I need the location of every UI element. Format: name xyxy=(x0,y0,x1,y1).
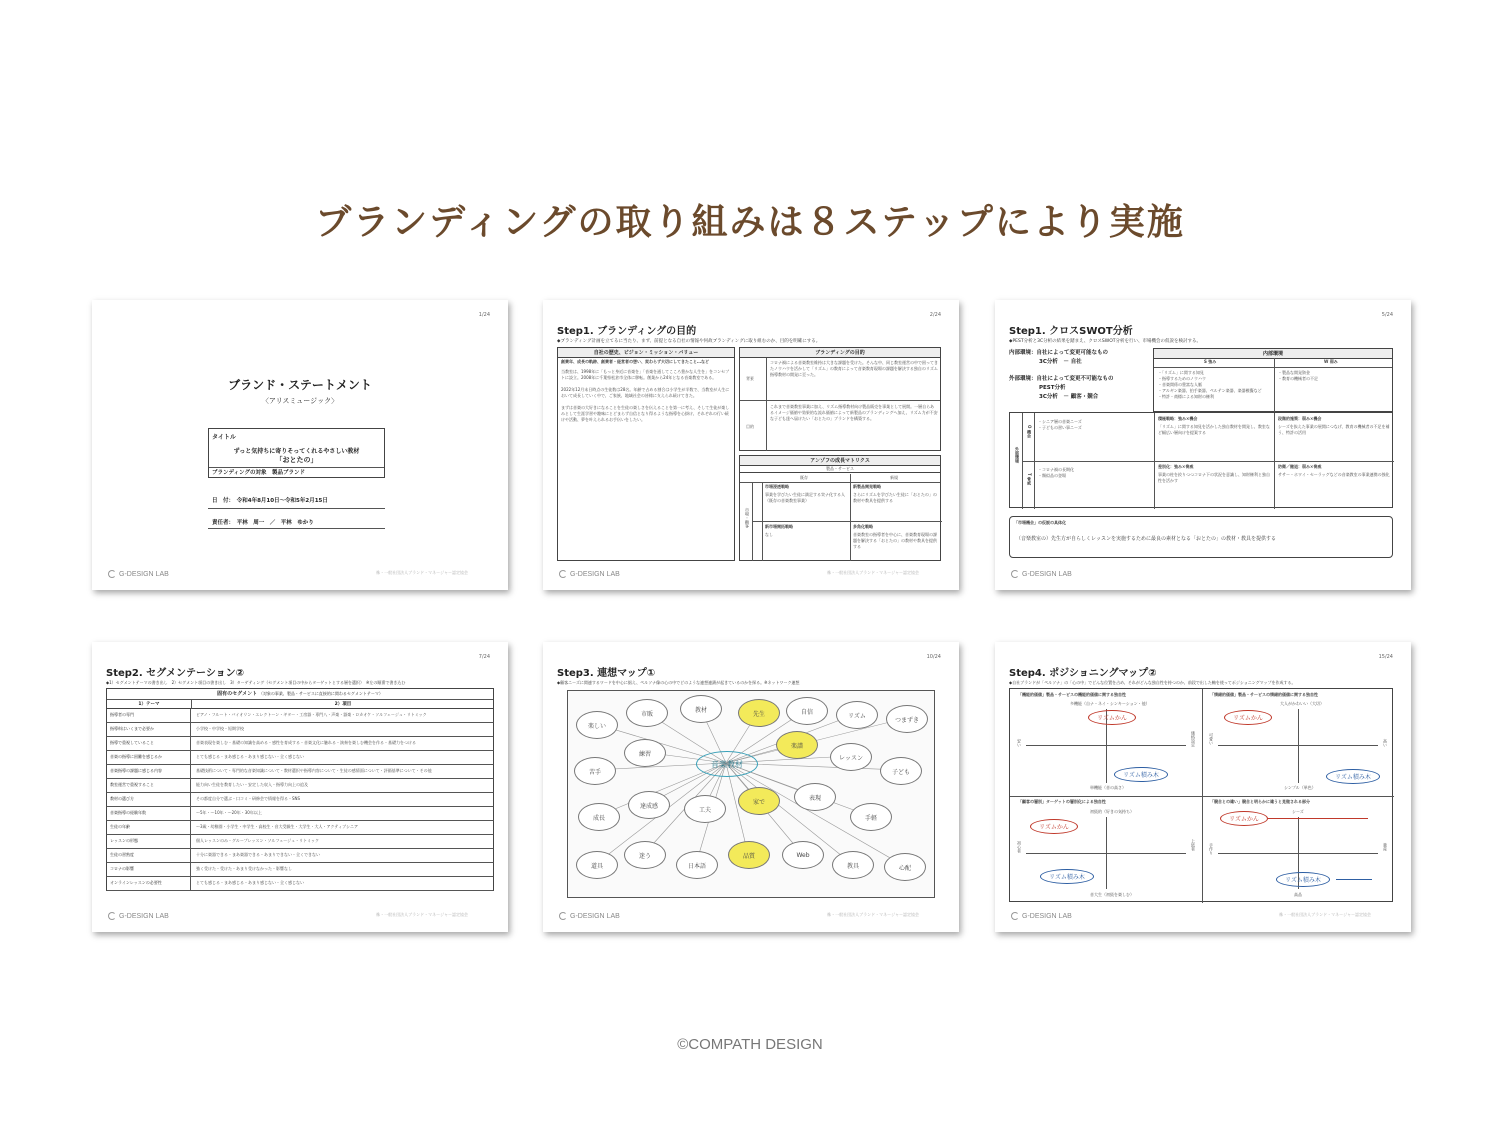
segment-items: ～3歳・幼稚園・小学生・中学生・高校生・音大受験生・大学生・大人・アクティブシニア xyxy=(196,824,358,830)
branding-target: ブランディングの対象 製品ブランド xyxy=(212,470,305,476)
footer-note: 株・一般社団法人ブランド・マネージャー認定協会 xyxy=(376,912,468,917)
footer-note: 株・一般社団法人ブランド・マネージャー認定協会 xyxy=(376,570,468,575)
table-row xyxy=(106,751,494,765)
segment-items: ～5年・～10年・～20年・30年以上 xyxy=(196,810,262,816)
slide-heading: Step3. 連想マップ① xyxy=(557,668,656,679)
association-word: 楽譜 xyxy=(776,731,818,759)
table-row xyxy=(106,807,494,821)
logo-icon xyxy=(1011,912,1019,920)
association-word: 表現 xyxy=(794,783,836,811)
page-number: 10/24 xyxy=(926,654,941,660)
date-line: 日 付： 令和4年8月10日～令和5年2月15日 xyxy=(212,498,328,504)
segment-theme: レッスンの形態 xyxy=(107,835,191,848)
segment-theme: 音楽の指導に困難を感じるか xyxy=(107,751,191,764)
page-number: 1/24 xyxy=(478,312,490,318)
slide-heading: Step2. セグメンテーション② xyxy=(106,668,245,679)
table-row xyxy=(106,877,494,891)
segment-items: 基礎技術について・専門的な音楽知識について・教材選択や指導内容について・生徒の感情面について・評価基準について・その他 xyxy=(196,768,432,774)
association-word: 工夫 xyxy=(684,795,726,823)
page-number: 5/24 xyxy=(1381,312,1393,318)
table-row xyxy=(106,793,494,807)
slide-subheading: ◆顧客ニーズに関連するワードを中心に据え、ペルソナ像の心の中でどのような連想連鎖が起きているのかを探る。※ネットワーク連想 xyxy=(557,680,800,685)
slide-heading: ブランド・ステートメント xyxy=(228,378,372,392)
segment-theme: 音楽指導の経験年数 xyxy=(107,807,191,820)
association-word: 迷う xyxy=(624,841,666,869)
slide-subheading: ◆PEST分析と3C分析の結果を踏まえ、クロスSWOT分析を行い、市場機会の仮説を検討する。 xyxy=(1009,339,1201,344)
page-number: 2/24 xyxy=(929,312,941,318)
segment-items: 音楽表現を楽しむ・基礎の知識を高める・感性を育成する・音楽文化に触れる・演奏を楽しむ機会を作る・基礎力をつける xyxy=(196,740,416,746)
association-word: 市販 xyxy=(626,699,668,727)
logo-icon xyxy=(108,912,116,920)
slide-branding-purpose[interactable] xyxy=(543,300,959,590)
segment-items: 強く受けた・受けた・あまり受けなかった・影響なし xyxy=(196,866,292,872)
logo: G-DESIGN LAB xyxy=(559,912,620,920)
mind-map xyxy=(567,690,935,898)
association-word: 練習 xyxy=(624,739,666,767)
segment-table-header: 固有のセグメント （対象の事業、製品・サービスに直接的に関わるセグメントテーマ） 1）テーマ 2）項目 xyxy=(106,688,494,709)
segment-theme: 生徒の習熟度 xyxy=(107,849,191,862)
slide-subheading: ◆ブランディング計画を立てるに当たり、まず、前提となる自社の情報や何故ブランディングに取り組むのか、目的を明確にする。 xyxy=(557,339,821,344)
slide-subheading: ◆1）セグメントテーマの書き出し 2）セグメント項目の書き出し 3）ターゲティング（セグメント項目の中からターゲットとする層を選択） ※左の順番で書き込む xyxy=(106,680,406,685)
segment-theme: 指導で重視していること xyxy=(107,737,191,750)
company-history-box: 自社の歴史、ビジョン・ミッション・バリュー 創業年、成長の軌跡、創業者・経営者の想い、変わらず大切にしてきたこと…など 当教室は、1998年に「もっと身近に音楽を」「音楽を通してこころ豊かな人生を」をコンセプトに設立。2008年に千葉県松倉市全体に移転。創業から24年となる音楽教室である。 2022年12月末日時点の生徒数は28名。年齢で占める割合は小学生が半数で、当教室が人生において成長していく中で、ご家族、地域社会の皆様に支えられ続けてきた。 まずは音楽の大好きになることを生徒の楽しさを伝えることを第一に考え、そして生徒が楽しみとして生涯学習や趣味にとどまらず自信となり得るような指導を心掛け、それぞれの行い続けや活動、夢を叶えられるお手伝いをしたい。 xyxy=(557,347,735,561)
association-word: 家で xyxy=(738,787,780,815)
ansoff-matrix: アンゾフの成長マトリクス 製品・サービス 既存 新規 市場・顧客 市場浸透戦略 事業を学びたい生徒に満足する実ナ化する人（既存の音楽教室事業） 新製品開発戦略 さらにリズムを学びたい生徒に「おとたの」の教材や教具を提供する 新市場開拓戦略 なし 多角化戦略 音楽教室の指導者を中心に、音楽教育現場の課題を解決する「おとたの」の教材や教具を提供する xyxy=(739,455,941,561)
page-title: ブランディングの取り組みは８ステップにより実施 xyxy=(315,202,1185,243)
segment-theme: 指導料はいくまで必要か xyxy=(107,723,191,736)
segment-items: 能力向い生徒を教育したい・安定した収入・指導力向上の追及 xyxy=(196,782,308,788)
segment-theme: 指導者の専門 xyxy=(107,709,191,722)
segment-items: 個人レッスンのみ・グループレッスン・ソルフェージュ・リトミック xyxy=(196,838,319,844)
company-history-header: 自社の歴史、ビジョン・ミッション・バリュー xyxy=(558,348,734,358)
segment-items: とても感じる・まあ感じる・あまり感じない・全く感じない xyxy=(196,754,304,760)
segment-theme: オンラインレッスンの必要性 xyxy=(107,877,191,890)
table-row xyxy=(106,821,494,835)
slide-cross-swot[interactable]: 5/24 Step1. クロスSWOT分析 ◆PEST分析と3C分析の結果を踏まえ、クロスSWOT分析を行い、市場機会の仮説を検討する。 内部環境：自社によって変更可能なもの 3C分析 － 自社 外部環境：自社によって変更不可能なもの PEST分析 3C分析 － 顧客・競合 内部環境 S 強み W 弱み ・「リズム」に関する知見 ・指導するためのノウハウ ・音楽関係の豊富な人脈 ・アルギン楽器、拍手楽器、ペルテン楽器、楽器模擬など ・特許・商標による知財の権利 ・製品な開発資金 ・教育の機械者の不足 外部環境 O 機会 T 脅威 ・シニア層の音楽ニーズ ・子どもの習い事ニーズ ・コロナ禍の長期化 ・類似品の登場 積極戦略：強み×機会 「リズム」に関する知見を活かした独自教材を開発し、教室など幅広い層向けを提案する 段階的施策：弱み×機会 シーズを抜えた事業の展開につなげ、教育の機械者の不足を補う、特許の活用 差別化：強み×脅威 事業の柱を絞りつつコロナ下の状況を意識し、知財権利と独自性を活かす 防衛／撤退：弱み×脅威 ササー・ホワイ・セーラッグなどの音楽教室の事業連携の強化 「市場機会」の仮説の具体化 （音楽教室の）先生方が自らしくレッスンを実施するために最良の素材となる「おとたの」の教材・教具を提供する G-DESIGN LAB xyxy=(995,300,1411,590)
association-word: レッスン xyxy=(830,743,872,771)
segment-theme: コロナの影響 xyxy=(107,863,191,876)
slide-heading: Step4. ポジショニングマップ② xyxy=(1009,668,1157,679)
slide-heading: Step1. クロスSWOT分析 xyxy=(1009,326,1133,337)
association-word: Web xyxy=(782,841,824,869)
segment-theme: 音楽指導の課題に感じる内容 xyxy=(107,765,191,778)
association-word: 子ども xyxy=(880,757,922,785)
competitor-tag: リズム積み木 xyxy=(1326,769,1380,784)
competitor-tag: リズム積み木 xyxy=(1276,872,1330,887)
logo: G-DESIGN LAB xyxy=(1011,912,1072,920)
segment-items: 小学校・中学校・短期学校 xyxy=(196,726,244,732)
title-box xyxy=(208,428,385,478)
table-row xyxy=(106,709,494,723)
market-hypothesis-box: 「市場機会」の仮説の具体化 （音楽教室の）先生方が自らしくレッスンを実施するために最良の素材となる「おとたの」の教材・教具を提供する xyxy=(1009,516,1393,558)
logo-icon xyxy=(108,570,116,578)
segment-items: とても感じる・まあ感じる・あまり感じない・全く感じない xyxy=(196,880,304,886)
table-row xyxy=(106,849,494,863)
brand-tag: リズムかん xyxy=(1220,811,1268,826)
logo-icon xyxy=(559,570,567,578)
table-row xyxy=(106,765,494,779)
logo: G-DESIGN LAB xyxy=(559,570,620,578)
association-word: リズム xyxy=(836,701,878,729)
page-number: 7/24 xyxy=(478,654,490,660)
title-line-2: 「おとたの」 xyxy=(275,456,318,464)
logo: G-DESIGN LAB xyxy=(108,912,169,920)
purpose-box: ブランディングの目的 背景 コロナ禍による音楽教室維持は大きな課題を受けた。そんな中、同じ教室運営の中で困ってきたノウハウを活かして「リズム」の教育によって音楽教育現場の課題を解決する独自のリズム指導教材の開発に至った。 目的 これまで音楽教室事業に加え、リズム指導教材向け製品販売を事業として展開。一層自らあるイメージ価値や効果的な流れ価値によって新製品のブランディングへ加え、リズム力が不安な子ども達へ届けたい「おとたの」ブランドを構築する。 xyxy=(739,347,941,451)
page-number: 15/24 xyxy=(1378,654,1393,660)
purpose-header: ブランディングの目的 xyxy=(740,348,940,358)
logo-icon xyxy=(559,912,567,920)
association-word: 品質 xyxy=(728,841,770,869)
table-row xyxy=(106,863,494,877)
table-row xyxy=(106,779,494,793)
brand-tag: リズムかん xyxy=(1030,819,1078,834)
logo: G-DESIGN LAB xyxy=(108,570,169,578)
segment-theme: 教室運営で重視すること xyxy=(107,779,191,792)
brand-tag: リズムかん xyxy=(1224,710,1272,725)
brand-tag: リズムかん xyxy=(1088,710,1136,725)
table-row xyxy=(106,835,494,849)
slide-subheading: ◆自社ブランドが「ペルソナ」の「心の中」でどんな位置を占め、それがどんな独自性を持つのか、前段で出した軸を使ってポジショニングマップを作成する。 xyxy=(1009,680,1296,685)
association-word: 手軽 xyxy=(850,803,892,831)
segment-theme: 教材の選び方 xyxy=(107,793,191,806)
association-word: 自信 xyxy=(786,697,828,725)
slide-association-map[interactable] xyxy=(543,642,959,932)
title-label: タイトル xyxy=(212,434,236,441)
association-word: 達成感 xyxy=(628,791,670,819)
competitor-tag: リズム積み木 xyxy=(1040,869,1094,884)
table-row xyxy=(106,737,494,751)
association-word: 道具 xyxy=(576,851,618,879)
footer-note: 株・一般社団法人ブランド・マネージャー認定協会 xyxy=(827,570,919,575)
association-word: 教具 xyxy=(832,851,874,879)
table-row xyxy=(106,723,494,737)
owner-line: 責任者： 平林 周一 ／ 平林 ゆかり xyxy=(212,520,314,526)
association-word: 教材 xyxy=(680,695,722,723)
slide-heading: Step1. ブランディングの目的 xyxy=(557,326,697,337)
center-word: 音楽教材 xyxy=(696,751,758,777)
association-word: 苦手 xyxy=(574,757,616,785)
segment-theme: 生徒の年齢 xyxy=(107,821,191,834)
footer-note: 株・一般社団法人ブランド・マネージャー認定協会 xyxy=(827,912,919,917)
slide-positioning-map[interactable] xyxy=(995,642,1411,932)
title-line-1: ずっと気持ちに寄りそってくれるやさしい教材 xyxy=(233,448,360,455)
competitor-tag: リズム積み木 xyxy=(1114,767,1168,782)
copyright: ©COMPATH DESIGN xyxy=(677,1036,823,1053)
association-word: 楽しい xyxy=(576,711,618,739)
association-word: つまずき xyxy=(886,705,928,733)
segment-items: ピアノ・フルート・バイオリン・エレクトーン・ギター・工房器・専門八・声楽・器楽・ロカオケ・ソルフェージュ・リトミック xyxy=(196,712,427,718)
logo: G-DESIGN LAB xyxy=(1011,570,1072,578)
segment-items: 十分に楽器できる・まあ楽器できる・あまりできない・全くできない xyxy=(196,852,320,858)
association-word: 成長 xyxy=(578,803,620,831)
slide-subheading: 〈アリスミュージック〉 xyxy=(261,397,339,405)
segment-items: その都度自分で選ぶ・口コミ・研修会で情報を得る・SNS xyxy=(196,796,301,802)
association-word: 日本語 xyxy=(676,851,718,879)
slide-segmentation[interactable] xyxy=(92,642,508,932)
footer-note: 株・一般社団法人ブランド・マネージャー認定協会 xyxy=(1279,912,1371,917)
association-word: 先生 xyxy=(738,699,780,727)
association-word: 心配 xyxy=(884,853,926,881)
logo-icon xyxy=(1011,570,1019,578)
slide-brand-statement[interactable] xyxy=(92,300,508,590)
positioning-grid: 「機能的価値」製品・サービスの機能的価値に関する独自性 多機能（自ナ・ネイ・シンキーション・他） 単機能（音の高さ） 安い 価格設定 リズムかん リズム積み木 「情緒的価値」製品・サービスの情緒的価値に関する独自性 大人がかわいい（大切） シンプル（単色） 可愛い 高い リズムかん リズム積み木 「顧客の層別」ターゲットの層別化による独自性 初級的（好きの気持ち） 音大生（初級を楽しむ） 初心者 上級者 リズムかん リズム積み木 「競合との違い」競合と明らかに違うと見做される部分 シーズ 高品 手作り 量産 リズムかん リズム積み木 xyxy=(1009,688,1393,902)
swot-table: 内部環境 S 強み W 弱み ・「リズム」に関する知見 ・指導するためのノウハウ ・音楽関係の豊富な人脈 ・アルギン楽器、拍手楽器、ペルテン楽器、楽器模擬など ・特許・商標による知財の権利 ・製品な開発資金 ・教育の機械者の不足 外部環境 O 機会 T 脅威 ・シニア層の音楽ニーズ ・子どもの習い事ニーズ ・コロナ禍の長期化 ・類似品の登場 積極戦略：強み×機会 「リズム」に関する知見を活かした独自教材を開発し、教室など幅広い層向けを提案する 段階的施策：弱み×機会 シーズを抜えた事業の展開につなげ、教育の機械者の不足を補う、特許の活用 差別化：強み×脅威 事業の柱を絞りつつコロナ下の状況を意識し、知財権利と独自性を活かす 防衛／撤退：弱み×脅威 ササー・ホワイ・セーラッグなどの音楽教室の事業連携の強化 xyxy=(1009,348,1393,508)
